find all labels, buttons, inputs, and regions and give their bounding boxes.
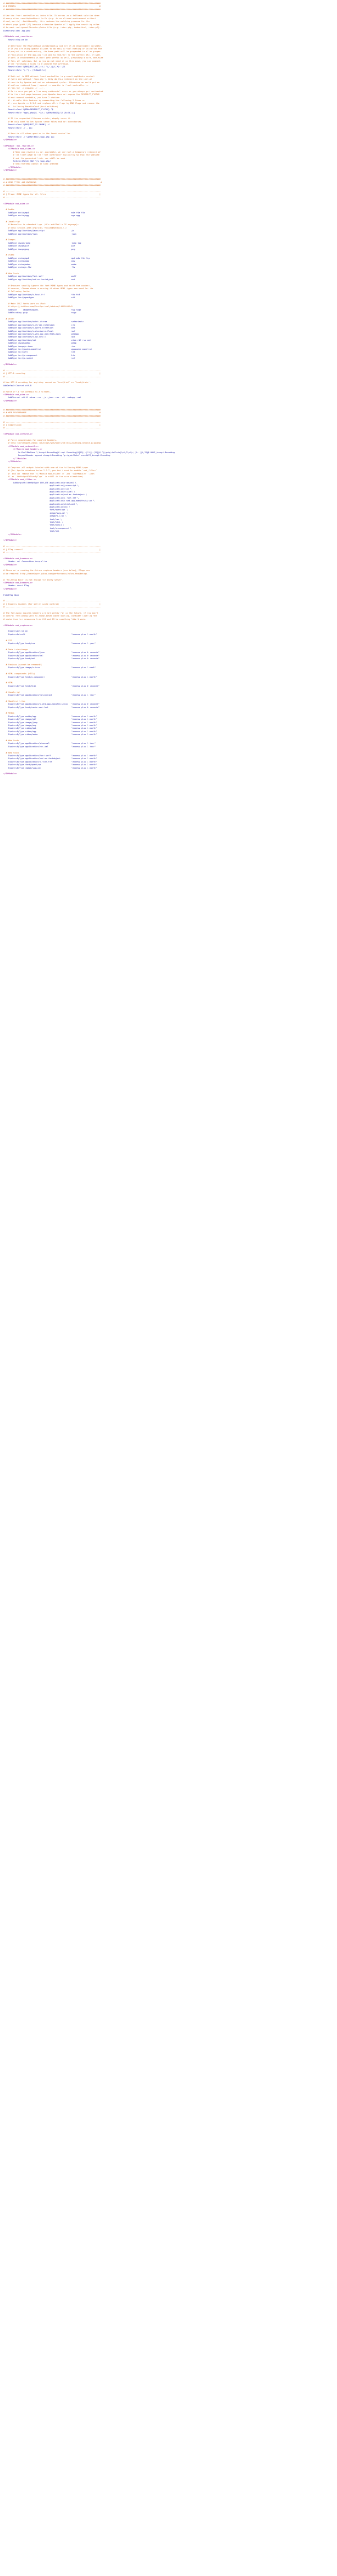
directive-line: ExpiresByType application/rss+xml "access plus 1 hour" bbox=[3, 745, 96, 748]
comment-line: # Web fonts bbox=[3, 272, 20, 275]
comment-line: # CSS bbox=[3, 639, 12, 642]
comment-line: # Manifest files bbox=[3, 700, 25, 702]
directive-line: AddType application/x-chrome-extension crx bbox=[3, 323, 75, 326]
directive-line: AddType application/json json bbox=[3, 232, 76, 235]
tag-line: <IfModule mod_mime.c> bbox=[3, 202, 29, 205]
comment-line: # Use UTF-8 encoding for anything served as `text/html` or `text/plain`. bbox=[3, 381, 91, 384]
comment-line: # ------------------------------------------------------------------------------ bbox=[3, 369, 101, 372]
comment-line: # HTML components (HTCs) bbox=[3, 673, 35, 675]
comment-line: # Redirect to URI without front controller to prevent duplicate content bbox=[3, 75, 95, 77]
tag-line: <IfModule mod_expires.c> bbox=[3, 624, 33, 627]
directive-line: AddType application/x-xpinstall xpi bbox=[3, 336, 75, 339]
directive-line: ExpiresByType text/cache-manifest "access plus 0 seconds" bbox=[3, 706, 99, 709]
comment-line: # | Expires headers (for better cache control) | bbox=[3, 602, 101, 605]
comment-line: # Images bbox=[3, 239, 16, 241]
directive-line: SetEnvIfNoCase ^(Accept-EncodXng|X-cept-Encoding|X{15}|~{15}|-{15})$ ^((gzip|deflate)\s*,?\s*)+|[X~-]{4,13}$ HAVE_Accept-Encoding bbox=[3, 451, 175, 454]
directive-line: text/html \ bbox=[3, 521, 63, 524]
directive-line: FileETag None bbox=[3, 593, 20, 596]
directive-line: AddType image/webp webp bbox=[3, 342, 76, 345]
tag-line: </IfModule> bbox=[3, 166, 22, 168]
comment-line: # mod_rewrite). Additionally, this reduces the matching process for the bbox=[3, 20, 90, 23]
tag-line: </IfModule> bbox=[3, 363, 17, 366]
comment-line: # ------------------------------------------------------------------------------ bbox=[3, 551, 101, 554]
directive-line: AddDefaultCharset utf-8 bbox=[3, 384, 31, 387]
directive-line: AddType application/javascript js bbox=[3, 230, 74, 232]
directive-line: ExpiresActive on bbox=[3, 630, 28, 633]
htaccess-source[interactable] bbox=[0, 0, 337, 781]
directive-line: application/x-web-app-manifest+json \ bbox=[3, 500, 95, 503]
comment-line: # however, Chrome shows a warning if other MIME types are used for the bbox=[3, 287, 94, 290]
directive-line: AddType image/gif gif bbox=[3, 245, 75, 248]
directive-line: application/vnd.ms-fontobject \ bbox=[3, 494, 88, 496]
directive-line: text/plain \ bbox=[3, 524, 65, 527]
comment-line: # | UTF-8 encoding | bbox=[3, 372, 101, 375]
comment-line: # following fonts. bbox=[3, 290, 30, 293]
comment-line: # to each configured DirectoryIndex file (e.g. index.php, index.html, index.pl). bbox=[3, 26, 101, 29]
comment-line: # (with and without `/app.php`). Only do this redirect on the initial bbox=[3, 78, 92, 81]
comment-line: # ############################################################################## bbox=[3, 178, 101, 181]
directive-line: image/x-icon \ bbox=[3, 515, 67, 518]
directive-line: ExpiresByType image/jpeg "access plus 1 month" bbox=[3, 721, 97, 724]
tag-line: <IfModule !mod_rewrite.c> bbox=[3, 144, 34, 147]
comment-line: # # MIME TYPES AND ENCODING # bbox=[3, 181, 102, 184]
directive-line: RewriteCond %{REQUEST_URI}::$1 ^(/.+)/(.*)::\2$ bbox=[3, 66, 66, 68]
directive-line: ExpiresByType text/x-component "access plus 1 month" bbox=[3, 675, 97, 678]
comment-line: # Normalize to standard type (it's sniffed in IE anyways): bbox=[3, 223, 79, 226]
tag-line: </IfModule> bbox=[3, 563, 17, 566]
comment-line: # Browsers usually ignore the font MIME types and sniff the content, bbox=[3, 284, 91, 287]
directive-line: AddOutputFilterByType DEFLATE application/atom+xml \ bbox=[3, 481, 76, 484]
tag-line: <IfModule mod_headers.c> bbox=[3, 557, 33, 560]
comment-line: # `FileETag None` is not enough for every server. bbox=[3, 578, 63, 581]
directive-line: AddType video/ogg ogv bbox=[3, 260, 75, 263]
comment-line: # We only want to let Apache serve files and not directories. bbox=[3, 120, 83, 123]
tag-line: <IfModule mod_mime.c> bbox=[3, 394, 29, 396]
comment-line: # Media bbox=[3, 712, 15, 715]
directive-line: ExpiresByType video/ogg "access plus 1 month" bbox=[3, 730, 97, 733]
comment-line: # https://twitter.com/FontSquirrel/status/14855840545 bbox=[3, 305, 73, 308]
comment-line: # When mod_rewrite is not available, we instruct a temporary redirect of bbox=[3, 150, 101, 153]
comment-line: # # ERRORS # bbox=[3, 5, 101, 8]
comment-line: # JavaScript bbox=[3, 691, 21, 693]
directive-line: application/x-font-ttf \ bbox=[3, 496, 79, 499]
comment-line: # Audio bbox=[3, 208, 15, 211]
comment-line: # ############################################################################## bbox=[3, 414, 101, 417]
directive-line: ExpiresByType application/vnd.ms-fontobject "access plus 1 month" bbox=[3, 757, 97, 760]
directive-line: ExpiresByType application/atom+xml "access plus 1 hour" bbox=[3, 742, 96, 745]
comment-line: # ------------------------------------------------------------------------------ bbox=[3, 606, 101, 609]
comment-line: # ------------------------------------------------------------------------------ bbox=[3, 190, 101, 193]
directive-line: ExpiresByType text/html "access plus 0 seconds" bbox=[3, 684, 99, 687]
directive-line: ExpiresByType application/json "access plus 0 seconds" bbox=[3, 651, 99, 654]
directive-line: DirectoryIndex app.php bbox=[3, 29, 30, 32]
directive-line: application/json \ bbox=[3, 487, 72, 490]
tag-line: </IfModule> bbox=[3, 773, 17, 775]
comment-line: # environment variable, you have 2 choices: bbox=[3, 96, 61, 99]
comment-line: # ############################################################################## bbox=[3, 184, 101, 187]
directive-line: application/xml \ bbox=[3, 505, 70, 508]
comment-line: # ############################################################################## bbox=[3, 2, 101, 4]
comment-line: # Other bbox=[3, 317, 15, 320]
directive-line: ExpiresByType font/opentype "access plus 1 month" bbox=[3, 764, 97, 766]
directive-line: RewriteRule ^app\.php(/(.*)|$) %{ENV:BASE}/$2 [R=301,L] bbox=[3, 111, 75, 114]
comment-line: # and can remove the `<IfModule mod_filter.c>` and `</IfModule>` lines bbox=[3, 472, 95, 475]
comment-line: # cache time for resources like CSS and JS to something like 1 week. bbox=[3, 618, 86, 620]
comment-line: # If the requested filename exists, simply serve it. bbox=[3, 117, 72, 120]
comment-line: # control versioning with filename-based cache busting, consider lowering the bbox=[3, 615, 97, 618]
directive-line: AddType image/png png bbox=[3, 248, 75, 250]
directive-line: text/css \ bbox=[3, 518, 62, 520]
comment-line: # # WEB PERFORMANCE # bbox=[3, 412, 101, 414]
directive-line: ExpiresByType video/mp4 "access plus 1 month" bbox=[3, 727, 97, 730]
comment-line: # to the start page because your Apache does not expose the REDIRECT_STATUS bbox=[3, 93, 99, 96]
comment-line: # Compress all output labeled with one of the following MIME-types bbox=[3, 466, 89, 469]
comment-line: # work in environments without path prefix as well, providing a safe, one-size bbox=[3, 57, 103, 60]
comment-line: # ############################################################################## bbox=[3, 8, 101, 11]
directive-line: ExpiresByType text/css "access plus 1 year" bbox=[3, 642, 96, 645]
directive-line: RewriteRule ^(.*) - [E=BASE:%1] bbox=[3, 68, 46, 71]
comment-line: # Make SVGZ fonts work on iPad: bbox=[3, 302, 46, 305]
blank-line bbox=[3, 776, 334, 779]
comment-line: # every other rewrite/redirect fails (e.g. in an aliased environment without bbox=[3, 17, 96, 20]
directive-line: AddType image/jpeg jpeg jpg bbox=[3, 241, 81, 244]
comment-line: # ------------------------------------------------------------------------------ bbox=[3, 545, 101, 548]
directive-line: ExpiresByType application/xml "access plus 0 seconds" bbox=[3, 654, 99, 657]
tag-line: </IfModule> bbox=[3, 460, 22, 463]
tag-line: </IfModule> bbox=[3, 587, 17, 590]
directive-line: AddType application/x-shockwave-flash swf bbox=[3, 330, 75, 332]
directive-line: AddType video/mp4 mp4 m4v f4v f4p bbox=[3, 257, 90, 259]
directive-line: ExpiresByType image/gif "access plus 1 month" bbox=[3, 718, 97, 721]
comment-line: # So in case you get a "too many redirects" error or you always get redirected bbox=[3, 90, 103, 93]
comment-line: # Since we're sending far-future expires headers (see below), ETags can bbox=[3, 569, 90, 572]
comment-line: # Force compression for mangled headers. bbox=[3, 439, 57, 442]
comment-line: # following RewriteCond (best solution) bbox=[3, 105, 58, 108]
comment-line: # be removed: http://developer.yahoo.com/performance/rules.html#etags. bbox=[3, 572, 89, 575]
comment-line: # Video bbox=[3, 254, 15, 257]
comment-line: # | Proper MIME types for all files | bbox=[3, 193, 101, 196]
tag-line: <IfModule mod_setenvif.c> bbox=[3, 445, 39, 447]
directive-line: AddType text/cache-manifest appcache manifest bbox=[3, 348, 92, 351]
comment-line: # endless redirect loop (request -> rewrite to front controller -> bbox=[3, 84, 89, 86]
tag-line: <IfModule mod_headers.c> bbox=[3, 582, 33, 584]
directive-line: ExpiresByType video/webm "access plus 1 month" bbox=[3, 733, 97, 736]
comment-line: # (for Apache versions below 2.3.7, you don't need to enable `mod_filter` bbox=[3, 469, 97, 472]
directive-line: ExpiresByType audio/ogg "access plus 1 month" bbox=[3, 715, 97, 718]
directive-line: RequestHeader append Accept-Encoding "gzip,deflate" env=HAVE_Accept-Encoding bbox=[3, 454, 111, 457]
directive-line: AddType text/x-vcard vcf bbox=[3, 357, 75, 360]
comment-line: # http://tools.ietf.org/html/rfc4329#section-7.2 bbox=[3, 226, 67, 229]
directive-line: AddType image/x-icon ico bbox=[3, 345, 75, 348]
comment-line: # the start page to the front controller explicitly so that the website bbox=[3, 154, 99, 157]
tag-line: </IfModule> bbox=[3, 169, 17, 172]
directive-line: text/xml bbox=[3, 530, 60, 533]
directive-line: ExpiresByType image/x-icon "access plus 1 week" bbox=[3, 666, 96, 669]
directive-line: ExpiresByType application/x-font-ttf "access plus 1 month" bbox=[3, 760, 97, 763]
directive-line: AddType font/opentype otf bbox=[3, 296, 75, 299]
directive-line: RewriteEngine On bbox=[3, 38, 28, 41]
directive-line: image/svg+xml \ bbox=[3, 511, 68, 514]
directive-line: AddType image/svg+xml svg svgz bbox=[3, 308, 81, 311]
tag-line: </IfModule> bbox=[3, 399, 17, 402]
directive-line: Header unset ETag bbox=[3, 584, 29, 587]
directive-line: font/opentype \ bbox=[3, 509, 68, 511]
tag-line: </IfModule> bbox=[3, 457, 27, 460]
comment-line: # project in a subdirectory, the base path will be prepended to allow proper bbox=[3, 51, 101, 53]
directive-line: AddType video/x-flv flv bbox=[3, 266, 75, 269]
directive-line: AddEncoding gzip svgz bbox=[3, 312, 76, 314]
directive-line: ExpiresDefault "access plus 1 month" bbox=[3, 633, 97, 636]
comment-line: # Determine the RewriteBase automatically and set it as environment variable. bbox=[3, 44, 102, 47]
comment-line: # Use the front controller as index file. It serves as a fallback solution when bbox=[3, 14, 99, 17]
comment-line: # resolution of the app.php file and to redirect to the correct URI. It will bbox=[3, 53, 101, 56]
directive-line: AddType text/vtt vtt bbox=[3, 351, 75, 354]
comment-line: # | Compression | bbox=[3, 424, 101, 427]
directive-line: AddType audio/ogg oga ogg bbox=[3, 214, 80, 217]
comment-line: # - use Apache >= 2.3.9 and replace all L flags by END flags and remove the bbox=[3, 102, 99, 105]
tag-line: </IfModule> bbox=[3, 539, 17, 542]
comment-line: # ------------------------------------------------------------------------------ bbox=[3, 421, 101, 423]
comment-line: # RedirectTemp cannot be used instead bbox=[3, 163, 58, 166]
directive-line: ExpiresByType application/javascript "access plus 1 year" bbox=[3, 693, 96, 696]
comment-line: # The following expires headers are set pretty far in the future. If you don't bbox=[3, 612, 98, 615]
comment-line: # fits all solution. But as you do not need it in this case, you can comment bbox=[3, 60, 101, 62]
directive-line: AddType audio/mp4 m4a f4a f4b bbox=[3, 211, 85, 214]
directive-line: AddType application/vnd.ms-fontobject eot bbox=[3, 278, 75, 281]
directive-line: AddType application/octet-stream safariextz bbox=[3, 321, 84, 323]
tag-line: <IfModule mod_filter.c> bbox=[3, 478, 37, 481]
comment-line: # ------------------------------------------------------------------------------ bbox=[3, 427, 101, 430]
comment-line: # Favicon (cannot be renamed!) bbox=[3, 663, 43, 666]
tag-line: <IfModule mod_deflate.c> bbox=[3, 433, 33, 436]
tag-line: </IfModule> bbox=[3, 139, 17, 141]
tag-line: <IfModule mod_rewrite.c> bbox=[3, 35, 33, 38]
comment-line: # ------------------------------------------------------------------------------ bbox=[3, 196, 101, 199]
directive-line: AddType text/x-component htc bbox=[3, 354, 75, 357]
comment-line: # Web feeds bbox=[3, 739, 20, 742]
directive-line: RewriteRule .? - [L] bbox=[3, 126, 33, 129]
directive-line: ExpiresByType text/xml "access plus 0 seconds" bbox=[3, 657, 99, 660]
directive-line: RedirectMatch 302 ^/$ /app.php/ bbox=[3, 160, 51, 163]
comment-line: # http://developer.yahoo.com/blogs/ydn/posts/2010/12/pushing-beyond-gzipping bbox=[3, 442, 101, 445]
comment-line: # - disable this feature by commenting the following 2 lines or bbox=[3, 99, 85, 102]
comment-line: # Force UTF-8 for certain file formats. bbox=[3, 390, 51, 393]
directive-line: Header set Connection keep-alive bbox=[3, 560, 47, 563]
comment-line: # ------------------------------------------------------------------------------ bbox=[3, 375, 101, 378]
directive-line: text/x-component \ bbox=[3, 527, 72, 529]
directive-line: ExpiresByType application/x-web-app-manifest+json "access plus 0 seconds" bbox=[3, 703, 99, 706]
directive-line: AddType application/xml atom rdf rss xml bbox=[3, 339, 91, 341]
directive-line: application/xhtml+xml \ bbox=[3, 503, 78, 505]
comment-line: # HTML bbox=[3, 682, 13, 684]
tag-line: <IfModule mod_alias.c> bbox=[3, 148, 35, 150]
directive-line: RewriteCond %{REQUEST_FILENAME} -f bbox=[3, 124, 50, 126]
comment-line: # redirect -> request -> ...). bbox=[3, 87, 45, 90]
directive-line: AddType application/x-opera-extension oex bbox=[3, 327, 75, 330]
comment-line: # Data interchange bbox=[3, 648, 28, 651]
directive-line: ExpiresByType image/svg+xml "access plus 1 month" bbox=[3, 766, 97, 769]
directive-line: ExpiresByType image/png "access plus 1 month" bbox=[3, 724, 97, 727]
directive-line: ExpiresByType application/font-woff "access plus 1 month" bbox=[3, 754, 97, 757]
directive-line: AddCharset utf-8 .atom .css .js .json .rss .vtt .webapp .xml bbox=[3, 396, 81, 399]
comment-line: # as `AddOutputFilterByType` is still in the core directives). bbox=[3, 475, 85, 478]
comment-line: # If you are using Apache aliases to do mass virtual hosting or installed the bbox=[3, 48, 102, 51]
comment-line: # Rewrite all other queries to the front controller. bbox=[3, 133, 72, 135]
directive-line: RewriteCond %{ENV:REDIRECT_STATUS} ^$ bbox=[3, 108, 53, 111]
tag-line: <IfModule mod_headers.c> bbox=[3, 448, 43, 451]
comment-line: # rewrite by Apache and not on subsequent cycles. Otherwise we would get an bbox=[3, 81, 99, 84]
comment-line: # and the generated links can still be used. bbox=[3, 157, 67, 159]
directive-line: application/rss+xml \ bbox=[3, 490, 75, 493]
comment-line: # ------------------------------------------------------------------------------ bbox=[3, 600, 101, 602]
comment-line: # Web fonts bbox=[3, 751, 20, 754]
tag-line: </IfModule> bbox=[3, 533, 22, 536]
directive-line: AddType application/x-web-app-manifest+json webapp bbox=[3, 332, 79, 335]
directive-line: AddType application/font-woff woff bbox=[3, 275, 76, 278]
directive-line: RewriteRule .? %{ENV:BASE}/app.php [L] bbox=[3, 135, 54, 138]
comment-line: # the following 2 lines to eliminate the overhead. bbox=[3, 63, 69, 66]
directive-line: AddType video/webm webm bbox=[3, 263, 76, 266]
directive-line: application/javascript \ bbox=[3, 485, 79, 487]
comment-line: # | ETag removal | bbox=[3, 548, 101, 551]
comment-line: # start page (path "/") because otherwise Apache will apply the rewriting rules bbox=[3, 23, 99, 26]
directive-line: AddType application/x-font-ttf ttc ttf bbox=[3, 293, 80, 296]
comment-line: # ############################################################################## bbox=[3, 409, 101, 412]
comment-line: # JavaScript bbox=[3, 221, 21, 223]
